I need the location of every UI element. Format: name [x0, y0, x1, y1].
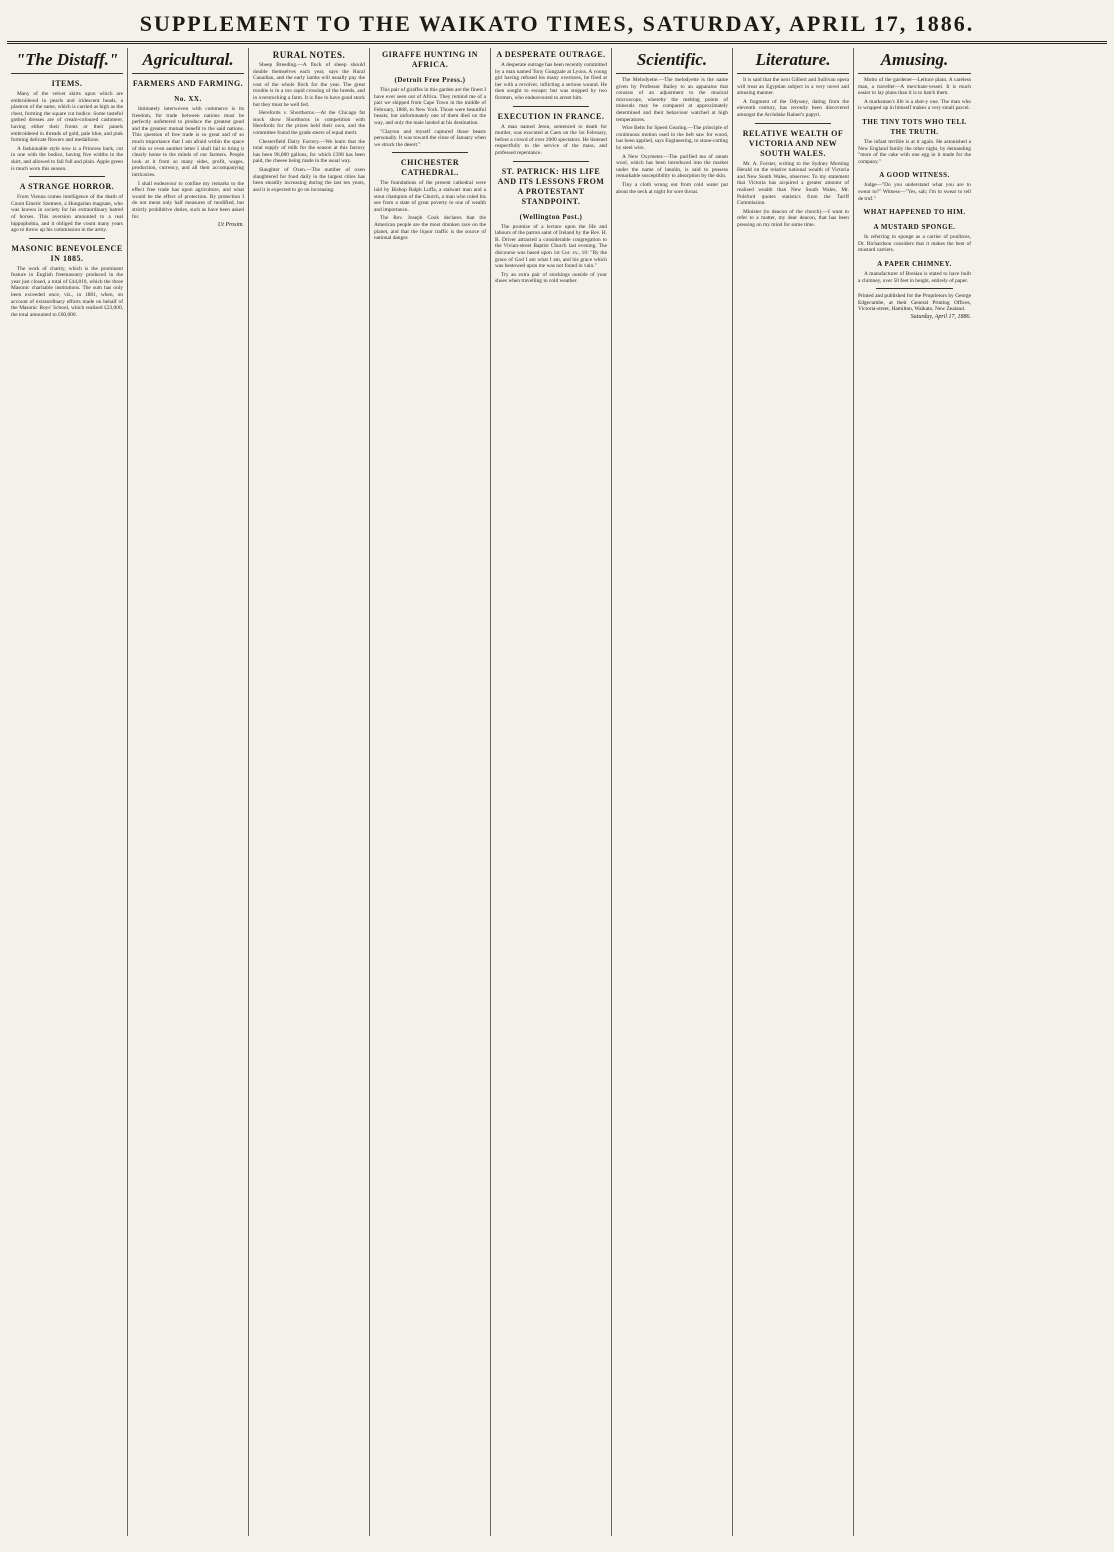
- article-text: [858, 271, 971, 284]
- divider: [29, 176, 105, 177]
- section-heading-literature: Literature.: [737, 48, 849, 74]
- subheading-execution: EXECUTION IN FRANCE.: [497, 111, 605, 121]
- column-rural-notes: [249, 48, 370, 1536]
- paragraph: A marksman's life is a shot-y one. The man who is wrapped up in himself makes a very small parcel.: [858, 98, 971, 112]
- subheading-relative-wealth: RELATIVE WEALTH OF VICTORIA AND NEW SOUTH WALES.: [742, 128, 844, 158]
- paragraph: Many of the velvet skirts upon which are embroidered in pearls and iridescent beads, a plastron of the same, which is carried as high as the chest, forming the square cut bodice. Some tasteful gothed dresses are of cream-coloured cashmere, having either their fronts or their panels embroidered in threads of gold, pale blue, and pink forming delicate flowers and medallions.: [11, 91, 123, 144]
- article-text: [737, 161, 849, 229]
- paragraph: Try an extra pair of stockings outside of your shoes when travelling in cold weather.: [495, 271, 607, 285]
- article-text: [132, 106, 244, 220]
- subheading-strange-horror: A STRANGE HORROR.: [19, 182, 115, 192]
- article-text: [11, 194, 123, 234]
- subheading-masonic: MASONIC BENEVOLENCE IN 1885.: [11, 243, 123, 263]
- paragraph: From Vienna comes intelligence of the death of Count Emeric Szemere, a Hungarian magnate, who was known in society for his extraordinary hatred of horses. This aversion amounted to a real hippophobia, and it obliged the count many years ago to throw up his commission in the army.: [11, 194, 123, 234]
- subheading-paper-chimney: A PAPER CHIMNEY.: [877, 259, 952, 268]
- paragraph: Slaughter of Oxen.—The number of oxen slaughtered for food daily in the largest cities has been steadily increasing during the last ten years, and it is expected to go on increasing.: [253, 166, 365, 193]
- section-heading-distaff: "The Distaff.": [11, 48, 123, 74]
- section-heading-rural: RURAL NOTES.: [272, 50, 346, 60]
- column-distaff: [7, 48, 128, 1536]
- divider: [513, 161, 589, 162]
- subheading-items: ITEMS.: [51, 79, 83, 88]
- paragraph: A desperate outrage has been recently committed by a man named Tony Gungzale at Lyons. A young girl having refused his many overtures, he fired at her with a revolver, inflicting a serious wound. He then sought to escape; but was stopped by two firemen, who endeavoured to arrest him.: [495, 62, 607, 101]
- section-heading-amusing: Amusing.: [858, 48, 971, 74]
- paragraph: "Clayton and myself captured those beasts personally. It was toward the close of January when we struck the desert.": [374, 128, 486, 148]
- signature: Ut Prosim.: [217, 222, 244, 229]
- article-text: [253, 62, 365, 193]
- column-desperate: [491, 48, 612, 1536]
- section-heading-scientific: Scientific.: [616, 48, 728, 74]
- subheading-mustard-sponge: A MUSTARD SPONGE.: [873, 223, 956, 232]
- paragraph: A man named Jeton, sentenced to death for murder, was executed at Caen on the 1st February, before a crowd of over 2000 spectators. He listened respectfully to the service of the mass, and professed repentance.: [495, 123, 607, 156]
- paragraph: Intimately interwoven with commerce is its freedom, for trade between nations must be perfectly unfettered to produce the greatest good and the greatest mutual benefit to the said nations. This question of free trade is so great and of so much importance that I am afraid within the space of this or even another letter I shall fail to bring it clearly home to the minds of our farmers. People look at it from so many sides, profit, wages, production, currency, and all their accompanying intricacies.: [132, 106, 244, 178]
- paragraph: A fashionable style now is a Princess back, cut in one with the bodice, having five widths in the skirt, and allowed to fall full and plain. Apple green is much worn this season.: [11, 145, 123, 172]
- divider: [29, 238, 105, 239]
- subheading-source: (Detroit Free Press.): [394, 76, 466, 84]
- paragraph: In referring to sponge as a carrier of poultices, Dr. Richardson considers that it makes the best of mustard carriers.: [858, 234, 971, 254]
- paragraph: Mr. A. Forster, writing to the Sydney Morning Herald on the relative national wealth of Victoria and New South Wales, observes: To my statement that Victoria has acquired a greater amount of realised wealth than New South Wales, Mr. Pulsford quotes statistics from the Tariff Commission.: [737, 160, 849, 207]
- article-text: [616, 77, 728, 195]
- paragraph: The Melodyette.—The melodyette is the name given by Professor Bailey to an apparatus that consists of an adjustment to the musical microscope, whereby the melting points of minerals may be compared at approximately determined and their behaviour watched at high temperatures.: [616, 77, 728, 123]
- paragraph: This pair of giraffes in this garden are the finest I have ever seen out of Africa. They remind me of a pair we shipped from Cape Town in the middle of February, 1868, to New York. Those were beautiful beasts; but unfortunately one of them died on the way, and only the male landed at his destination.: [374, 87, 486, 126]
- divider: [876, 288, 953, 289]
- article-text: [858, 77, 971, 112]
- article-text: [374, 87, 486, 148]
- section-heading-desperate: A DESPERATE OUTRAGE.: [496, 50, 606, 59]
- columns: [7, 48, 1107, 1536]
- subheading-good-witness: A GOOD WITNESS.: [879, 171, 950, 180]
- article-text: [495, 62, 607, 102]
- paragraph: A fragment of the Odyssey, dating from the eleventh century, has recently been discovered amongst the Archduke Rainer's papyri.: [737, 98, 849, 118]
- column-giraffe: [370, 48, 491, 1536]
- paragraph: Herefords v. Shorthorns.—At the Chicago fat stock show Shorthorns in competition with Herefords for the prizes held their own, and the committee found the grade steers of equal merit.: [253, 110, 365, 136]
- column-agricultural: [128, 48, 249, 1536]
- article-text: [858, 182, 971, 202]
- paragraph: Wire Belts for Speed Gearing.—The principle of continuous motion used in the belt saw for wood, has been applied, says Engineering, to stone-cutting by steel wire.: [616, 125, 728, 151]
- paragraph: The work of charity, which is the prominent feature in English freemasonry produced in the year just closed, a total of £44,810, which the three Masonic charitable institutions. The sum has only been exceeded once, viz., in 1881, when, on account of extraordinary efforts made on behalf of the Masonic Boys' School, which realised £23,000, the total amounted to £60,000.: [11, 265, 123, 318]
- subheading-tiny-tots: THE TINY TOTS WHO TELL THE TRUTH.: [862, 117, 967, 136]
- article-text: [495, 224, 607, 285]
- divider: [392, 152, 468, 153]
- article-text: [11, 266, 123, 319]
- printer-imprint: Printed and published for the Proprietors by George Edgecumbe, at their General Printing Offices, Victoria-street, Hamilton, Waikato, New Zealand.: [858, 293, 971, 313]
- subheading-st-patrick: ST. PATRICK: HIS LIFE AND ITS LESSONS FROM A PROTESTANT STANDPOINT.: [497, 166, 605, 206]
- paragraph: A New Oxymeter.—The purified tea of steam wool, which has been introduced into the market under the name of lanolin, is said to possess remarkable susceptibility to absorption by the skin.: [616, 153, 728, 180]
- paragraph: The foundations of the present cathedral were laid by Bishop Ralph Luffa, a stalwart man and a stout champion of the Church, a man who ruled his see from a state of great poverty to one of wealth and importance.: [374, 180, 486, 213]
- article-text: [858, 234, 971, 254]
- column-amusing: [854, 48, 975, 1536]
- masthead-title: SUPPLEMENT TO THE WAIKATO TIMES, SATURDAY, APRIL 17, 1886.: [139, 11, 975, 36]
- subheading-farmers: FARMERS AND FARMING.: [132, 79, 244, 88]
- paragraph: Sheep Breeding.—A flock of sheep should double themselves each year, says the Rural Canadian, and the early lambs will usually pay the cost of the whole flock for the year. The great trouble is in a too rapid crossing of the breeds, and in overstocking a farm. It is fine to have good stock but they must be well fed.: [253, 62, 365, 108]
- subheading-what-happened: WHAT HAPPENED TO HIM.: [863, 208, 966, 217]
- article-text: [737, 77, 849, 119]
- article-text: [858, 139, 971, 165]
- paragraph: A manufacturer of Breslau is stated to have built a chimney, over 50 feet in height, entirely of paper.: [858, 270, 971, 284]
- paragraph: It is said that the next Gilbert and Sullivan opera will treat an Egyptian subject in a very novel and amusing manner.: [737, 77, 849, 97]
- paragraph: I shall endeavour to confine my remarks to the effect free trade has upon agriculture, and what would be the effect of protection. By protection I do not mean only half measures of modified, but strictly prohibitive duties, such as have been asked for.: [132, 180, 244, 220]
- section-heading-agricultural: Agricultural.: [132, 48, 244, 74]
- imprint-date: Saturday, April 17, 1886.: [910, 313, 971, 320]
- divider: [755, 123, 831, 124]
- section-heading-giraffe: GIRAFFE HUNTING IN AFRICA.: [381, 50, 479, 69]
- newspaper-page: [7, 7, 1107, 1538]
- divider: [513, 106, 589, 107]
- column-literature: [733, 48, 854, 1536]
- subheading-chichester: CHICHESTER CATHEDRAL.: [400, 158, 460, 178]
- article-text: [495, 124, 607, 157]
- column-scientific: [612, 48, 733, 1536]
- paragraph: The infant terrible is at it again. He astonished a New England family the other night, by demanding "more of the cake with one egg in it made for the company.": [858, 138, 971, 165]
- paragraph: Judge—"Do you understand what you are to swear to?" Witness—"Yes, sah; I'm to swear to tell de truf.": [858, 182, 971, 202]
- paragraph: The Rev. Joseph Cook declares that the American people are the most drunken race on the planet, and that the liquor traffic is the source of national danger.: [374, 215, 486, 242]
- paragraph: Chesterfield Dairy Factory.—We learn that the total supply of milk for the season at this factory has been 96,000 gallons, for which £398 has been paid, the cheese being made in the usual way.: [253, 138, 365, 165]
- subheading-number: No. XX.: [174, 95, 202, 103]
- article-text: [11, 91, 123, 172]
- paragraph: Minister (to deacon of the church).—I want to refer to a matter, my dear deacon, that has been pressing on my mind for some time.: [737, 208, 849, 228]
- masthead: [7, 7, 1107, 44]
- paragraph: The promise of a lecture upon the life and labours of the patron saint of Ireland by the Rev. H. B. Driver attracted a considerable congregation to the Vivian-street Baptist Church last evening. The discourse was based upon 1st Cor. xv., 10: "By the grace of God I am what I am, and his grace which was bestowed upon me was not found in vain.": [495, 223, 607, 270]
- article-text: [374, 180, 486, 241]
- paragraph: Motto of the gardener—Lettuce plant. A careless man, a traveller—A merchant-vessel. It is much easier to lay plans than it is to hatch them.: [858, 77, 971, 97]
- subheading-source: (Wellington Post.): [519, 212, 583, 221]
- paragraph: Tiny a cloth wrung out from cold water put about the neck at night for sore throat.: [616, 181, 728, 195]
